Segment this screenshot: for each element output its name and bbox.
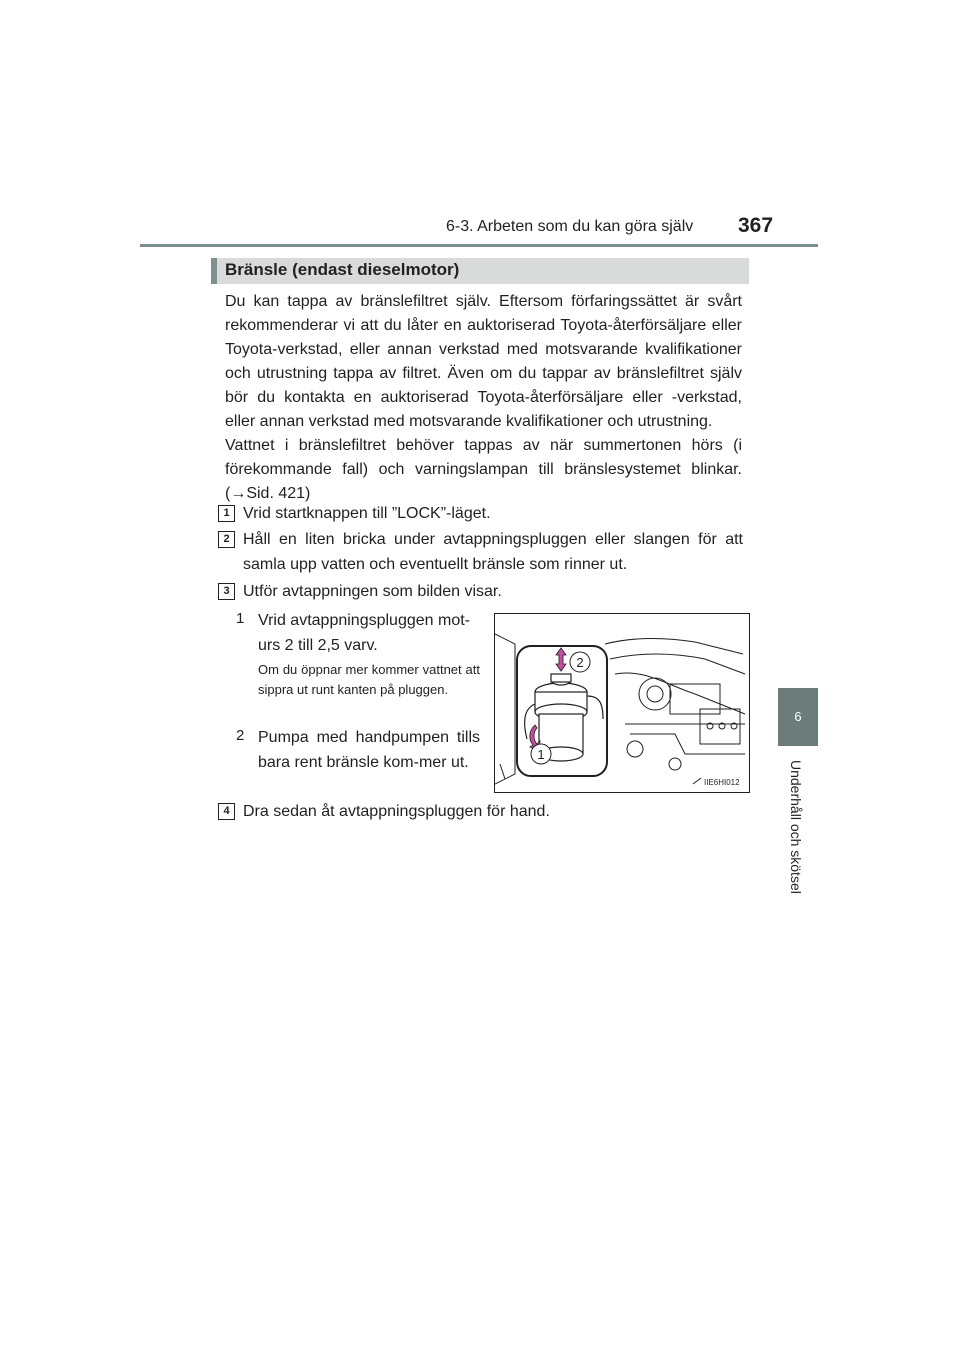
step-text-1: Vrid startknappen till ”LOCK”-läget. xyxy=(243,505,491,522)
chapter-title-vertical xyxy=(786,760,806,920)
section-heading-accent xyxy=(211,258,217,284)
header-divider xyxy=(140,244,818,247)
substep-text-1: Vrid avtappningspluggen mot-urs 2 till 2,5 varv. xyxy=(258,612,470,654)
substep-text-2: Pumpa med handpumpen tills bara rent bränsle kom-mer ut. xyxy=(258,729,480,771)
step-number-2: 2 xyxy=(218,531,235,548)
step-text-3: Utför avtappningen som bilden visar. xyxy=(243,583,502,600)
section-title: Bränsle (endast dieselmotor) xyxy=(225,260,460,279)
step-number-4: 4 xyxy=(218,803,235,820)
figure-callout-2: 2 xyxy=(576,655,584,670)
step-text-4: Dra sedan åt avtappningspluggen för hand. xyxy=(243,803,550,820)
figure-code: IIE6HI012 xyxy=(704,778,740,787)
header-section-path: 6-3. Arbeten som du kan göra själv xyxy=(446,218,694,235)
intro-paragraph: Du kan tappa av bränslefiltret själv. Eftersom förfaringssättet är svårt rekommenderar vi att du låter en auktoriserad Toyota-återförsäljare eller Toyota-verkstad, eller annan verkstad med motsvarande kvalifikationer och utrustning tappa av filtret. Även om du tappar av bränslefiltret själv bör du kontakta en auktoriserad Toyota-återförsäljare eller -verkstad, eller annan verkstad med motsvarande kvalifikationer och utrustning. xyxy=(225,293,742,430)
page-number: 367 xyxy=(738,214,774,237)
substep-number-1: 1 xyxy=(236,610,245,627)
step-number-1: 1 xyxy=(218,505,235,522)
substep-note-1: Om du öppnar mer kommer vattnet att sippra ut runt kanten på pluggen. xyxy=(258,662,480,697)
substep-number-2: 2 xyxy=(236,727,245,744)
water-paragraph: Vattnet i bränslefiltret behöver tappas av när summertonen hörs (i förekommande fall) och varningslampan till bränslesystemet blinkar. (→Sid. 421) xyxy=(225,437,742,502)
chapter-tab xyxy=(778,688,818,746)
step-text-2: Håll en liten bricka under avtappningspluggen eller slangen för att samla upp vatten och eventuellt bränsle som rinner ut. xyxy=(243,531,743,573)
step-number-3: 3 xyxy=(218,583,235,600)
figure-callout-1: 1 xyxy=(537,747,545,762)
engine-fuel-filter-illustration xyxy=(494,613,750,793)
chapter-title: Underhåll och skötsel xyxy=(788,760,804,894)
fuel-filter-drawing xyxy=(495,614,749,792)
section-heading xyxy=(211,258,749,284)
chapter-number: 6 xyxy=(794,709,802,724)
